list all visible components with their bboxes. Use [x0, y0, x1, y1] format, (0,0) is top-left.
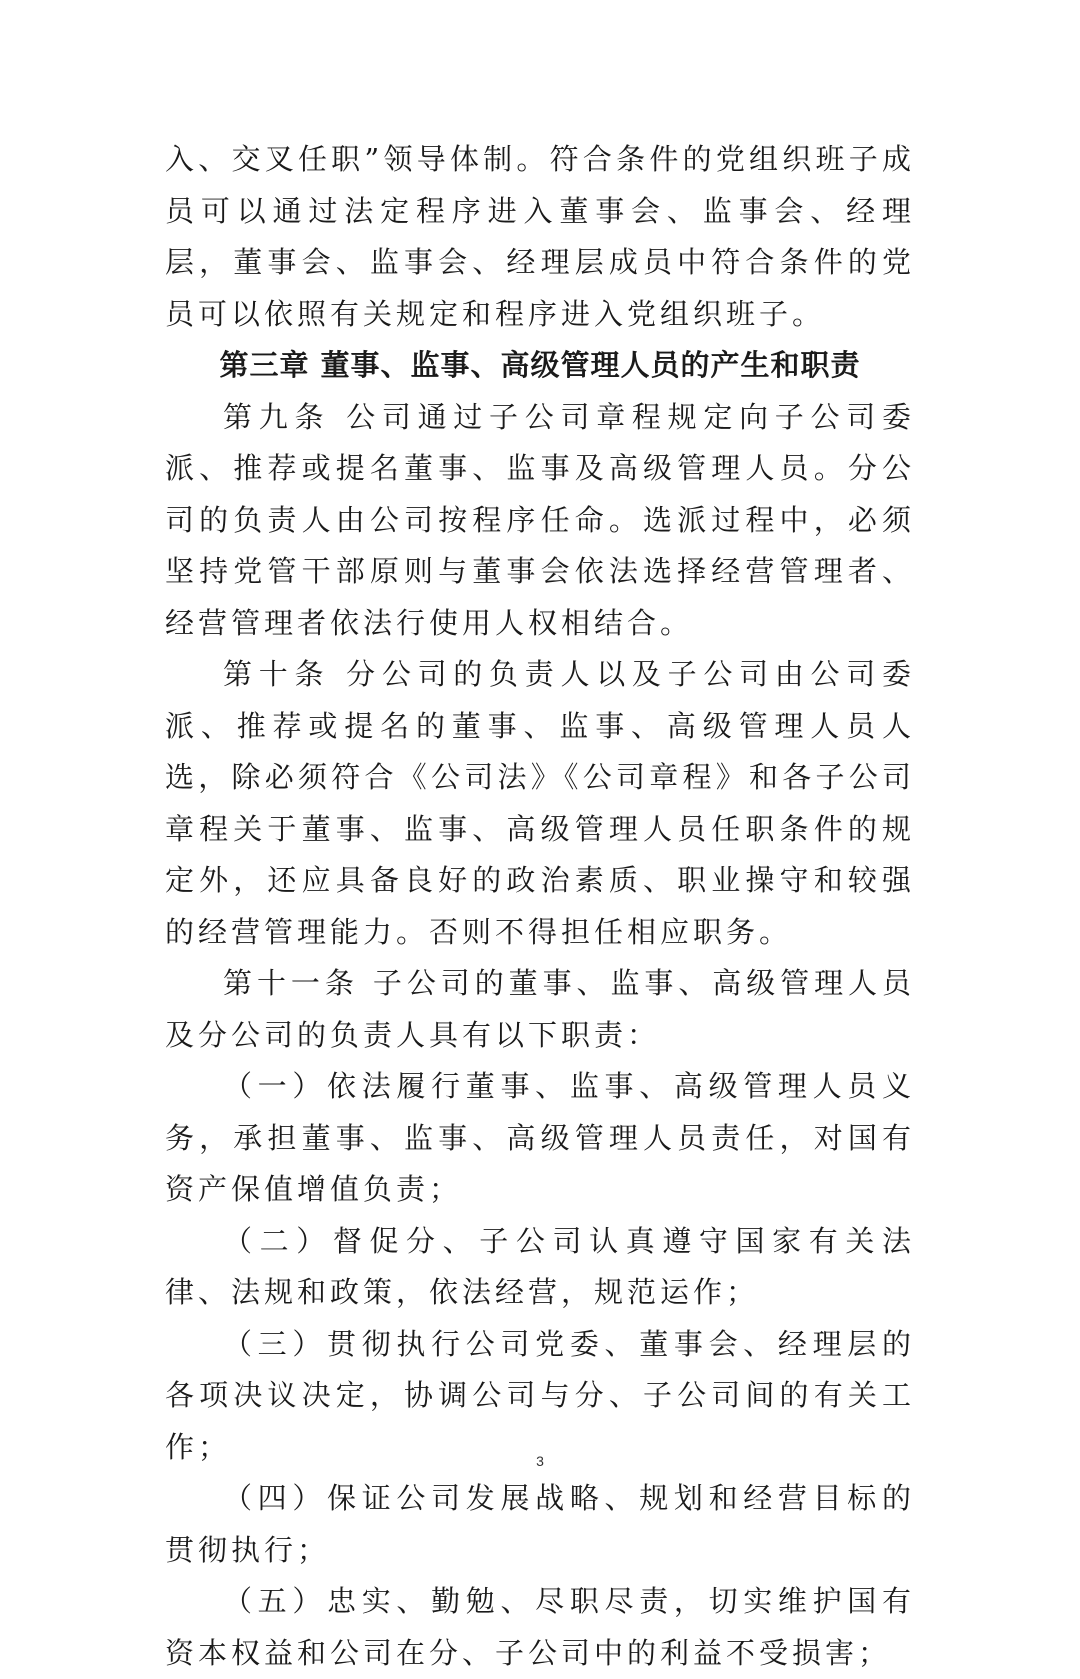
page-number: 3: [536, 1453, 544, 1469]
article-11: 第十一条 子公司的董事、监事、高级管理人员及分公司的负责人具有以下职责：: [165, 966, 915, 1052]
body-text: [165, 134, 915, 1679]
paragraph-continuation: 入、交叉任职”领导体制。符合条件的党组织班子成员可以通过法定程序进入董事会、监事会、经理层，董事会、监事会、经理层成员中符合条件的党员可以依照有关规定和程序进入党组织班子。: [165, 142, 915, 331]
article-9: 第九条 公司通过子公司章程规定向子公司委派、推荐或提名董事、监事及高级管理人员。分公司的负责人由公司按程序任命。选派过程中，必须坚持党管干部原则与董事会依法选择经营管理者、经营管理者依法行使用人权相结合。: [165, 399, 915, 640]
duty-item-4: （四）保证公司发展战略、规划和经营目标的贯彻执行；: [165, 1481, 915, 1567]
chapter-heading: 第三章 董事、监事、高级管理人员的产生和职责: [219, 348, 861, 382]
article-10: 第十条 分公司的负责人以及子公司由公司委派、推荐或提名的董事、监事、高级管理人员人选，除必须符合《公司法》《公司章程》和各子公司章程关于董事、监事、高级管理人员任职条件的规定外，还应具备良好的政治素质、职业操守和较强的经营管理能力。否则不得担任相应职务。: [165, 657, 915, 949]
duty-item-2: （二）督促分、子公司认真遵守国家有关法律、法规和政策，依法经营，规范运作；: [165, 1223, 915, 1309]
duty-item-1: （一）依法履行董事、监事、高级管理人员义务，承担董事、监事、高级管理人员责任，对国有资产保值增值负责；: [165, 1069, 915, 1206]
duty-item-3: （三）贯彻执行公司党委、董事会、经理层的各项决议决定，协调公司与分、子公司间的有关工作；: [165, 1326, 915, 1464]
duty-item-5: （五）忠实、勤勉、尽职尽责，切实维护国有资本权益和公司在分、子公司中的利益不受损害；: [165, 1584, 915, 1670]
